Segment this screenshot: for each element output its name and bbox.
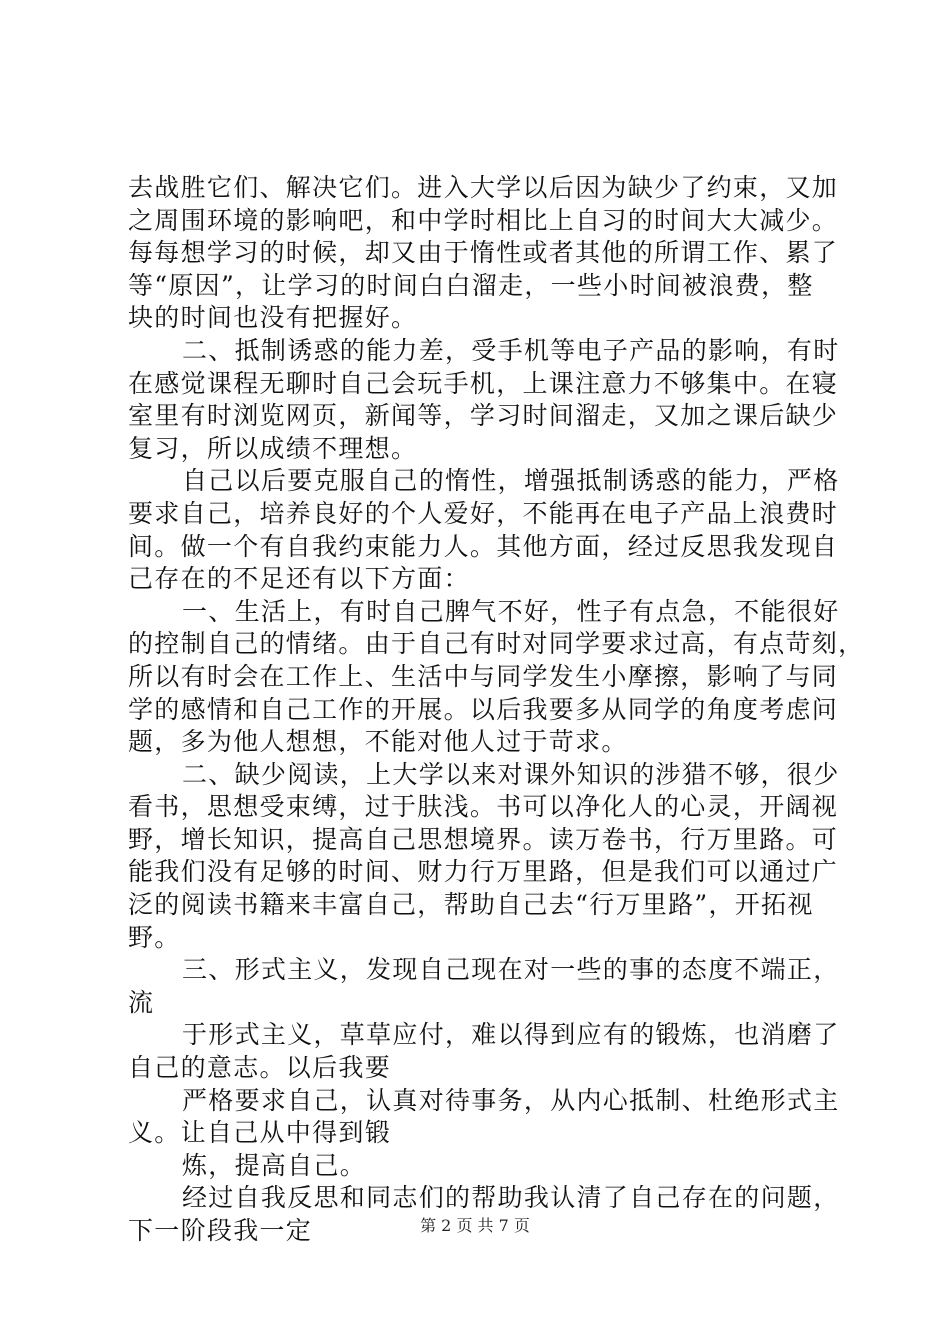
- text-line: 学的感情和自己工作的开展。以后我要多从同学的角度考虑问: [128, 694, 839, 724]
- text-line: 二、抵制诱惑的能力差，受手机等电子产品的影响，有时: [182, 335, 840, 365]
- text-line: 经过自我反思和同志们的帮助我认清了自己存在的问题，: [182, 1183, 840, 1213]
- text-line: 能我们没有足够的时间、财力行万里路，但是我们可以通过广: [128, 857, 839, 887]
- text-line: 三、形式主义，发现自己现在对一些的事的态度不端正，: [182, 955, 840, 985]
- text-line: 于形式主义，草草应付，难以得到应有的锻炼，也消磨了: [182, 1020, 840, 1050]
- text-line: 块的时间也没有把握好。: [128, 303, 418, 333]
- text-line: 自己的意志。以后我要: [128, 1053, 392, 1083]
- text-line: 下一阶段我一定: [128, 1216, 313, 1245]
- text-line: 每每想学习的时候，却又由于惰性或者其他的所谓工作、累了: [128, 238, 839, 268]
- text-line: 炼，提高自己。: [182, 1150, 367, 1180]
- page-footer: 第 2 页 共 7 页: [420, 1216, 530, 1235]
- text-line: 己存在的不足还有以下方面：: [128, 564, 470, 594]
- text-line: 流: [128, 987, 155, 1017]
- text-line: 复习，所以成绩不理想。: [128, 433, 418, 463]
- text-line: 的控制自己的情绪。由于自己有时对同学要求过高，有点苛刻，: [128, 629, 865, 659]
- text-line: 之周围环境的影响吧，和中学时相比上自习的时间大大减少。: [128, 205, 839, 235]
- text-line: 要求自己，培养良好的个人爱好，不能再在电子产品上浪费时: [128, 498, 839, 528]
- text-line: 自己以后要克服自己的惰性，增强抵制诱惑的能力，严格: [182, 466, 840, 496]
- text-line: 野。: [128, 922, 181, 952]
- text-line: 室里有时浏览网页，新闻等，学习时间溜走，又加之课后缺少: [128, 401, 839, 431]
- text-line: 间。做一个有自我约束能力人。其他方面，经过反思我发现自: [128, 531, 839, 561]
- text-line: 题，多为他人想想，不能对他人过于苛求。: [128, 727, 628, 757]
- text-line: 一、生活上，有时自己脾气不好，性子有点急，不能很好: [182, 596, 840, 626]
- text-line: 泛的阅读书籍来丰富自己，帮助自己去“行万里路”，开拓视: [128, 890, 814, 920]
- document-body: [128, 172, 865, 1248]
- text-line: 等“原因”，让学习的时间白白溜走，一些小时间被浪费，整: [128, 270, 814, 300]
- text-line: 野，增长知识，提高自己思想境界。读万卷书，行万里路。可: [128, 824, 839, 854]
- text-line: 所以有时会在工作上、生活中与同学发生小摩擦，影响了与同: [128, 661, 839, 691]
- text-line: 义。让自己从中得到锻: [128, 1118, 392, 1148]
- text-line: 在感觉课程无聊时自己会玩手机，上课注意力不够集中。在寝: [128, 368, 839, 398]
- text-line: 严格要求自己，认真对待事务，从内心抵制、杜绝形式主: [182, 1085, 840, 1115]
- text-line: 二、缺少阅读，上大学以来对课外知识的涉猎不够，很少: [182, 759, 840, 789]
- text-line: 去战胜它们、解决它们。进入大学以后因为缺少了约束，又加: [128, 173, 839, 202]
- text-line: 看书，思想受束缚，过于肤浅。书可以净化人的心灵，开阔视: [128, 792, 839, 822]
